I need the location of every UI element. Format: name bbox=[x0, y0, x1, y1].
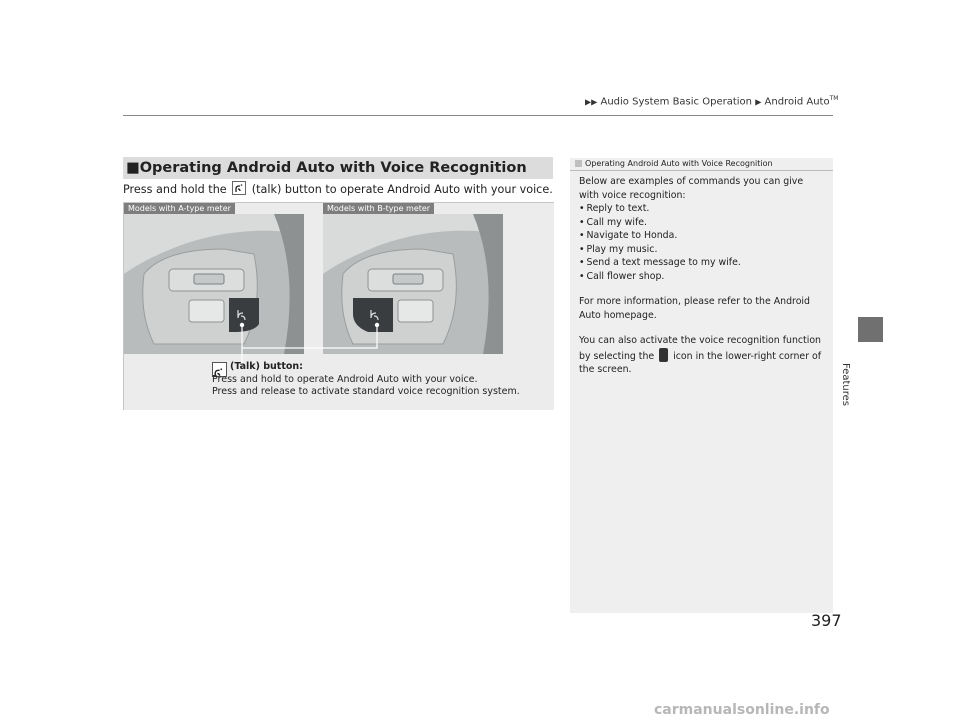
sidebar-activate bbox=[579, 334, 824, 377]
breadcrumb-arrow-icon: ▶ bbox=[755, 97, 762, 107]
breadcrumb-item-audio[interactable]: Audio System Basic Operation bbox=[600, 96, 752, 108]
caption-line-2: Press and release to activate standard voice recognition system. bbox=[212, 386, 520, 397]
breadcrumb bbox=[585, 95, 838, 107]
command-list bbox=[579, 202, 824, 283]
section-heading-text: Operating Android Auto with Voice Recognition bbox=[139, 160, 527, 176]
sidebar-marker-icon bbox=[575, 160, 582, 167]
command-item: • Navigate to Honda. bbox=[579, 229, 824, 243]
sidebar-more-info: For more information, please refer to the Android Auto homepage. bbox=[579, 296, 810, 321]
section-heading-square-icon: ■ bbox=[126, 160, 140, 176]
microphone-icon bbox=[659, 348, 668, 362]
command-item: • Call flower shop. bbox=[579, 270, 824, 284]
model-label-a: Models with A-type meter bbox=[124, 203, 235, 214]
sidebar-activate-after: icon in the lower-right corner of the screen. bbox=[579, 350, 822, 375]
page-number: 397 bbox=[811, 611, 842, 630]
talk-button-caption bbox=[212, 361, 520, 399]
sidebar-title bbox=[575, 159, 773, 168]
model-label-b: Models with B-type meter bbox=[323, 203, 434, 214]
sidebar-body bbox=[579, 175, 824, 377]
command-item: • Send a text message to my wife. bbox=[579, 256, 824, 270]
command-item: • Play my music. bbox=[579, 243, 824, 257]
breadcrumb-item-android-auto[interactable]: Android Auto bbox=[764, 96, 830, 108]
watermark: carmanualsonline.info bbox=[654, 702, 830, 718]
chapter-tab-marker bbox=[858, 317, 883, 342]
sidebar-intro: Below are examples of commands you can give with voice recognition: bbox=[579, 176, 804, 201]
intro-paragraph bbox=[123, 181, 553, 196]
intro-text-before: Press and hold the bbox=[123, 183, 227, 196]
sidebar-rule bbox=[570, 170, 833, 171]
command-item: • Reply to text. bbox=[579, 202, 824, 216]
intro-text-after: (talk) button to operate Android Auto with your voice. bbox=[251, 183, 553, 196]
trademark-mark: TM bbox=[829, 95, 839, 102]
section-heading bbox=[123, 157, 553, 179]
sidebar-activate-before: You can also activate the voice recognition function by selecting the bbox=[579, 335, 821, 362]
header-rule bbox=[123, 115, 833, 116]
caption-line-1: Press and hold to operate Android Auto with your voice. bbox=[212, 373, 478, 385]
command-item: • Call my wife. bbox=[579, 216, 824, 230]
breadcrumb-arrow-icon: ▶▶ bbox=[585, 97, 598, 107]
caption-title: (Talk) button: bbox=[230, 361, 303, 372]
chapter-side-label: Features bbox=[840, 363, 851, 406]
sidebar-title-text: Operating Android Auto with Voice Recognition bbox=[585, 159, 773, 168]
talk-icon bbox=[232, 181, 246, 195]
